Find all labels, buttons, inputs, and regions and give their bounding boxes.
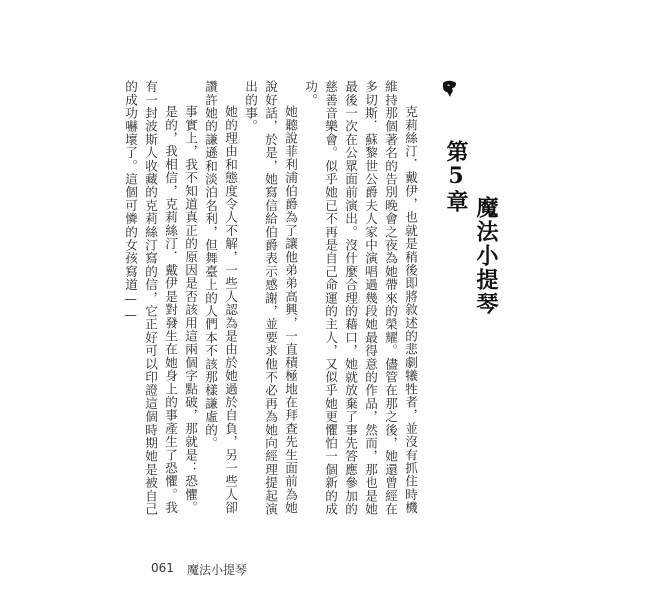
mask-icon xyxy=(441,80,457,100)
chapter-title: 魔法小提琴 xyxy=(473,196,499,316)
running-title: 魔法小提琴 xyxy=(187,563,248,577)
paragraph: 克莉絲汀．戴伊，也就是稍後即將敘述的悲劇犧牲者，並沒有抓住時機維持那個著名的告別晚會之夜為她帶來的榮耀。儘管在那之後，她還曾經在多切斯．蘇黎世公爵夫人家中演唱過幾段她最得意的作品，然而，那也是她最後一次在公眾面前演出。沒什麼合理的藉口，她就放棄了事先答應參加的慈善音樂會。似乎她已不再是自己命運的主人，又似乎她更懼怕一個新的成功。 xyxy=(303,80,418,516)
paragraph: 她聽說菲利浦伯爵為了讓他弟弟高興，一直積極地在拜查先生面前為她說好話，於是，她寫信給伯爵表示感謝，並要求他不必再為她向經理提起演出的事。 xyxy=(243,80,298,516)
chapter-number: 第5章 xyxy=(443,140,469,213)
page-number: 061 xyxy=(151,561,174,575)
paragraph: 事實上，我不知道真正的原因是否該用這兩個字點破，那就是：恐懼。 xyxy=(183,105,198,515)
paragraph: 是的，我相信，克莉絲汀．戴伊是對發生在她身上的事產生了恐懼。我有一封波斯人收藏的克莉絲汀寫的信，它正好可以印證這個時期她是被自己的成功嚇壞了。這個可憐的女孩寫道—— xyxy=(123,80,178,516)
body-text xyxy=(123,80,420,520)
paragraph: 她的理由和態度令人不解，一些人認為是由於她過於自負，另一些人卻讚許她的謙遜和淡泊名利，但舞臺上的人們本不該那樣謙虛的。 xyxy=(203,80,238,515)
